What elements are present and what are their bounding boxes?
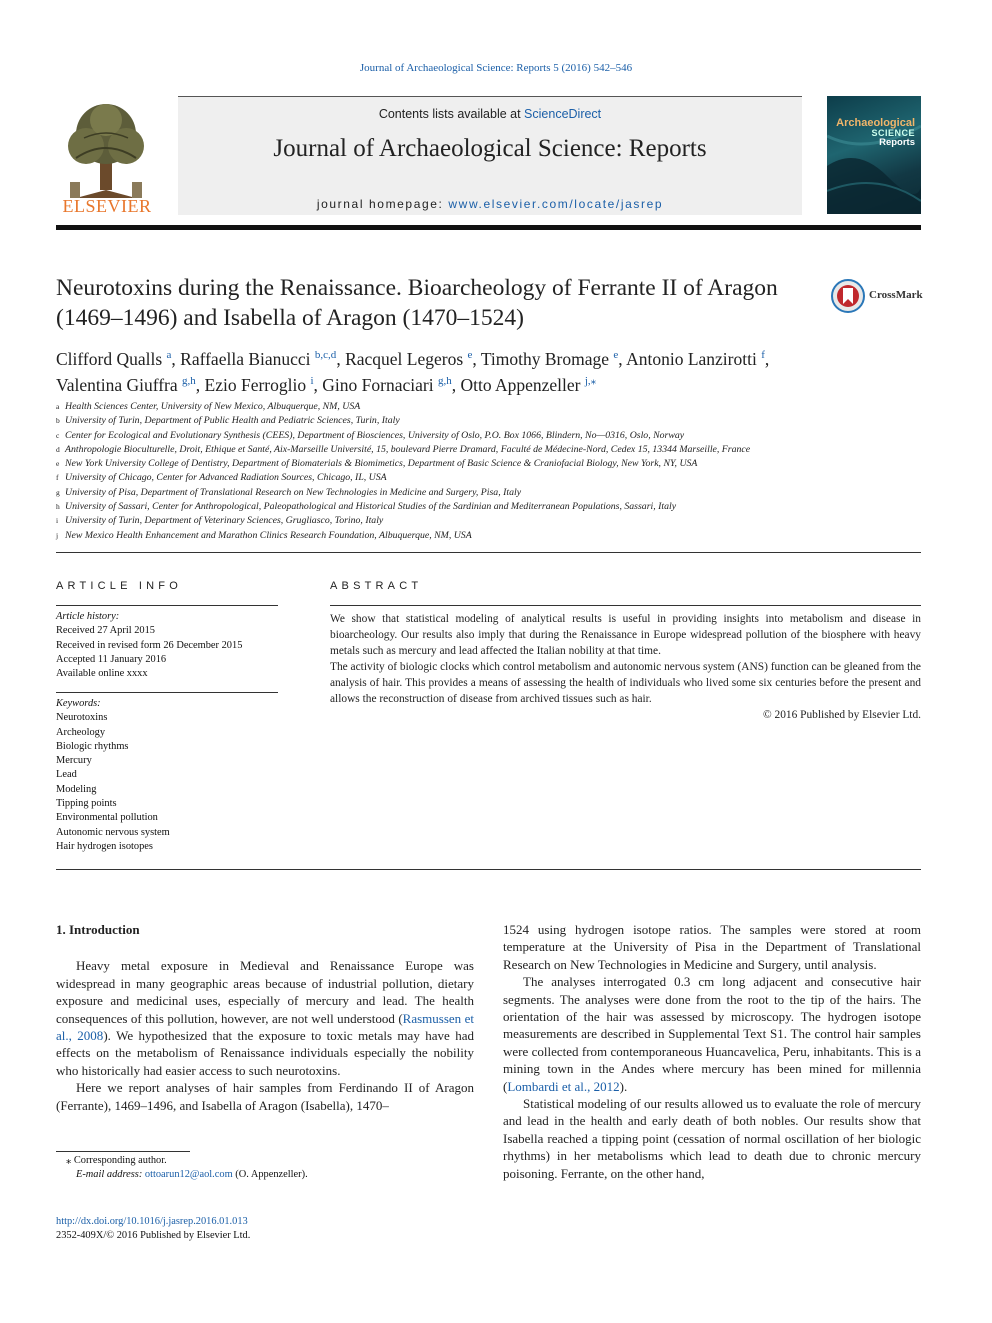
reference-link[interactable]: Rasmussen et al., 2008 — [56, 1010, 474, 1044]
author-name[interactable]: Antonio Lanzirotti — [626, 348, 757, 369]
author-affiliation-marker[interactable]: e — [613, 349, 619, 361]
keyword-item: Tipping points — [56, 798, 117, 810]
abstract-body — [330, 611, 921, 723]
cover-art-icon — [827, 96, 921, 214]
keyword-item: Modeling — [56, 783, 97, 795]
author-affiliation-marker[interactable]: a — [166, 349, 172, 361]
journal-header — [178, 96, 802, 215]
cover-line2: SCIENCE — [871, 128, 915, 138]
author-name[interactable]: Ezio Ferroglio — [204, 374, 307, 395]
author-name[interactable]: Timothy Bromage — [480, 348, 610, 369]
affiliation-letter: g — [56, 487, 60, 497]
divider — [330, 605, 921, 606]
author-separator: , — [472, 348, 481, 369]
body-paragraph — [56, 957, 474, 1079]
text-span: Heavy metal exposure in Medieval and Renaissance Europe was widespread in many geographic areas because of industrial pollution, dietary exposure and medicinal uses, especially of mercury and lead. The health consequences of this pollution, however, are not well understood ( — [56, 958, 474, 1026]
affiliation-item — [56, 500, 926, 514]
email-suffix: (O. Appenzeller). — [232, 1169, 308, 1181]
text-span: The analyses interrogated 0.3 cm long adjacent and consecutive hair segments. The analyses were done from the root to the tip of the hairs. The orientation of the hair was assessed by microscopy. The hydrogen isotope measurements are described in Supplemental Text S1. The control hair samples were collected from contemporaneous Huancavelica, Peru, inhabitants. This is a mining town in the Andes where mercury has been mined for millennia ( — [503, 974, 921, 1094]
author-affiliation-marker[interactable]: g,h — [182, 374, 196, 387]
footnote-marker: ⁎ — [66, 1155, 72, 1166]
affiliation-text: Anthropologie Bioculturelle, Droit, Ethique et Santé, Aix-Marseille Université, 15, boulevard Pierre Dramard, Faculté de Médecine-Nord, Cedex 15, 13344 Marseille, France — [65, 443, 751, 455]
affiliation-letter: c — [56, 430, 60, 440]
divider — [56, 692, 278, 693]
keyword-item: Neurotoxins — [56, 712, 108, 724]
affiliation-text: University of Turin, Department of Public Health and Pediatric Sciences, Turin, Italy — [65, 415, 400, 427]
author-name[interactable]: Racquel Legeros — [345, 348, 464, 369]
sciencedirect-link[interactable]: ScienceDirect — [524, 107, 602, 121]
history-item: Accepted 11 January 2016 — [56, 653, 167, 665]
affiliation-text: New York University College of Dentistry, Department of Biomaterials & Biomimetics, Department of Basic Science & Craniofacial Biology, New York, NY, USA — [65, 458, 698, 470]
divider — [56, 869, 921, 870]
crossmark-badge[interactable] — [831, 279, 926, 315]
author-name[interactable]: Clifford Qualls — [56, 348, 163, 369]
elsevier-wordmark: ELSEVIER — [62, 196, 152, 216]
author-affiliation-marker[interactable]: e — [467, 349, 473, 361]
elsevier-logo[interactable] — [56, 98, 158, 216]
affiliation-text: Health Sciences Center, University of New Mexico, Albuquerque, NM, USA — [65, 401, 361, 412]
author-name[interactable]: Valentina Giuffra — [56, 374, 178, 395]
body-column-right — [503, 921, 921, 1182]
author-affiliation-marker[interactable]: f — [761, 349, 765, 361]
keyword-item: Environmental pollution — [56, 812, 158, 824]
affiliation-text: Center for Ecological and Evolutionary Synthesis (CEES), Department of Biosciences, University of Oslo, P.O. Box 1066, Blindern, No—0316, Oslo, Norway — [65, 429, 685, 441]
homepage-link[interactable]: www.elsevier.com/locate/jasrep — [448, 197, 664, 211]
affiliation-item — [56, 400, 926, 414]
history-label: Article history: — [56, 611, 120, 622]
keyword-item: Lead — [56, 769, 77, 781]
author-separator: , — [764, 348, 770, 369]
article-history — [56, 610, 278, 681]
section-heading: 1. Introduction — [56, 922, 140, 937]
journal-cover[interactable] — [827, 96, 921, 214]
corresponding-author-footnote — [56, 1154, 474, 1183]
email-link[interactable]: ottoarun12@aol.com — [144, 1169, 233, 1181]
affiliation-letter: h — [56, 502, 60, 512]
history-item: Received in revised form 26 December 2015 — [56, 639, 243, 651]
doi-link[interactable]: http://dx.doi.org/10.1016/j.jasrep.2016.01.013 — [56, 1216, 248, 1227]
divider — [56, 552, 921, 553]
cover-line3: Reports — [879, 137, 915, 148]
keyword-item: Archeology — [56, 726, 106, 738]
author-separator: , — [313, 374, 323, 395]
corresponding-label: Corresponding author. — [73, 1155, 167, 1166]
journal-citation[interactable]: Journal of Archaeological Science: Reports 5 (2016) 542–546 — [359, 62, 633, 74]
keyword-item: Biologic rhythms — [56, 740, 129, 752]
affiliation-item — [56, 414, 926, 428]
affiliation-text: University of Sassari, Center for Anthropological, Paleopathological and Historical Studies of the Sardinian and Mediterranean Populations, Sassari, Italy — [65, 501, 677, 513]
author-separator: , — [451, 374, 461, 395]
author-affiliation-marker[interactable]: i — [310, 374, 314, 387]
affiliation-item — [56, 471, 926, 485]
affiliation-item — [56, 486, 926, 500]
affiliation-text: New Mexico Health Enhancement and Marathon Clinics Research Foundation, Albuquerque, NM, USA — [65, 529, 472, 541]
author-list — [56, 344, 926, 396]
divider — [56, 605, 278, 606]
contents-line — [178, 107, 802, 121]
affiliation-item — [56, 529, 926, 543]
header-rule — [56, 225, 921, 230]
affiliation-letter: d — [56, 444, 60, 454]
affiliation-item — [56, 443, 926, 457]
affiliation-letter: f — [56, 473, 59, 483]
author-separator: , — [171, 348, 181, 369]
abstract-paragraph: We show that statistical modeling of analytical results is useful in providing insights into metabolism and disease in bioarcheology. Our results also imply that during the Renaissance in Europe widespread pollution of the biosphere with heavy metals such as mercury and lead affected the Italian nobility at that time. — [330, 613, 921, 657]
keyword-item: Hair hydrogen isotopes — [56, 840, 153, 852]
abstract-paragraph: The activity of biologic clocks which control metabolism and autonomic nervous system (ANS) function can be gleaned from the analysis of hair. This provides a means of assessing the health of individuals who lived some six centuries before the present and allows the reconstruction of disease from archived tissues such as hair. — [330, 661, 921, 705]
affiliation-text: University of Chicago, Center for Advanced Radiation Sources, Chicago, IL, USA — [65, 472, 387, 484]
affiliation-text: University of Turin, Department of Veterinary Sciences, Grugliasco, Torino, Italy — [65, 515, 384, 527]
body-column-left — [56, 921, 474, 1114]
body-paragraph: 1524 using hydrogen isotope ratios. The samples were stored at room temperature at the University of Pisa in the Department of Translational Research on New Technologies in Medicine and Surgery, until analysis. — [503, 922, 921, 972]
keyword-item: Autonomic nervous system — [56, 826, 170, 838]
body-paragraph — [503, 973, 921, 1095]
keywords — [56, 697, 278, 854]
author-separator: , — [195, 374, 205, 395]
history-item: Available online xxxx — [56, 668, 148, 680]
footnote-rule — [56, 1151, 190, 1152]
author-name[interactable]: Otto Appenzeller — [460, 374, 581, 395]
abstract-copyright: © 2016 Published by Elsevier Ltd. — [763, 709, 921, 721]
author-affiliation-marker[interactable]: j,⁎ — [584, 374, 597, 387]
affiliation-text: University of Pisa, Department of Translational Research on New Technologies in Medicine and Surgery, Pisa, Italy — [65, 486, 522, 498]
history-item: Received 27 April 2015 — [56, 625, 155, 637]
affiliation-item — [56, 457, 926, 471]
author-separator: , — [618, 348, 627, 369]
text-span: ). We hypothesized that the exposure to toxic metals may have had effects on the metabolism of Renaissance individuals especially the nobility who historically had easier access to such neurotoxins. — [56, 1028, 474, 1078]
email-label: E-mail address: — [76, 1169, 145, 1181]
issn-line: 2352-409X/© 2016 Published by Elsevier Ltd. — [56, 1230, 251, 1242]
homepage-prefix: journal homepage: — [316, 197, 449, 211]
affiliation-list — [56, 400, 926, 543]
crossmark-label: CrossMark — [869, 289, 923, 301]
cover-line1: Archaeological — [836, 117, 915, 129]
doi-block — [56, 1215, 474, 1244]
affiliation-letter: a — [56, 402, 60, 411]
affiliation-letter: b — [56, 416, 60, 426]
affiliation-letter: e — [56, 459, 60, 469]
author-name[interactable]: Gino Fornaciari — [322, 374, 434, 395]
author-name[interactable]: Raffaella Bianucci — [180, 348, 311, 369]
crossmark-icon — [831, 279, 865, 313]
author-separator: , — [336, 348, 346, 369]
keywords-label: Keywords: — [56, 698, 101, 709]
affiliation-item — [56, 514, 926, 528]
journal-title: Journal of Archaeological Science: Reports — [273, 135, 707, 162]
author-affiliation-marker[interactable]: b,c,d — [314, 349, 337, 361]
author-affiliation-marker[interactable]: g,h — [437, 374, 452, 387]
keyword-item: Mercury — [56, 755, 92, 767]
article-info-heading: ARTICLE INFO — [56, 580, 182, 592]
affiliation-item — [56, 429, 926, 443]
affiliation-letter: j — [56, 530, 59, 540]
article-title: Neurotoxins during the Renaissance. Bioarcheology of Ferrante II of Aragon (1469–1496) and Isabella of Aragon (1470–1524) — [56, 275, 778, 331]
body-paragraph: Here we report analyses of hair samples from Ferdinando II of Aragon (Ferrante), 1469–1496, and Isabella of Aragon (Isabella), 1470– — [56, 1080, 474, 1113]
abstract-heading: ABSTRACT — [330, 580, 423, 592]
journal-homepage — [178, 197, 802, 211]
affiliation-letter: i — [56, 516, 59, 526]
contents-prefix: Contents lists available at — [378, 107, 525, 121]
reference-link[interactable]: Lombardi et al., 2012 — [507, 1078, 620, 1094]
text-span: ). — [619, 1078, 628, 1094]
body-paragraph: Statistical modeling of our results allowed us to evaluate the role of mercury and lead in the health and early death of both nobles. Our results show that Isabella reached a tipping point (cessation of normal oscillation of her biologic rhythms) in her metabolisms which lead to death due to chronic mercury poisoning. Ferrante, on the other hand, — [503, 1096, 921, 1181]
